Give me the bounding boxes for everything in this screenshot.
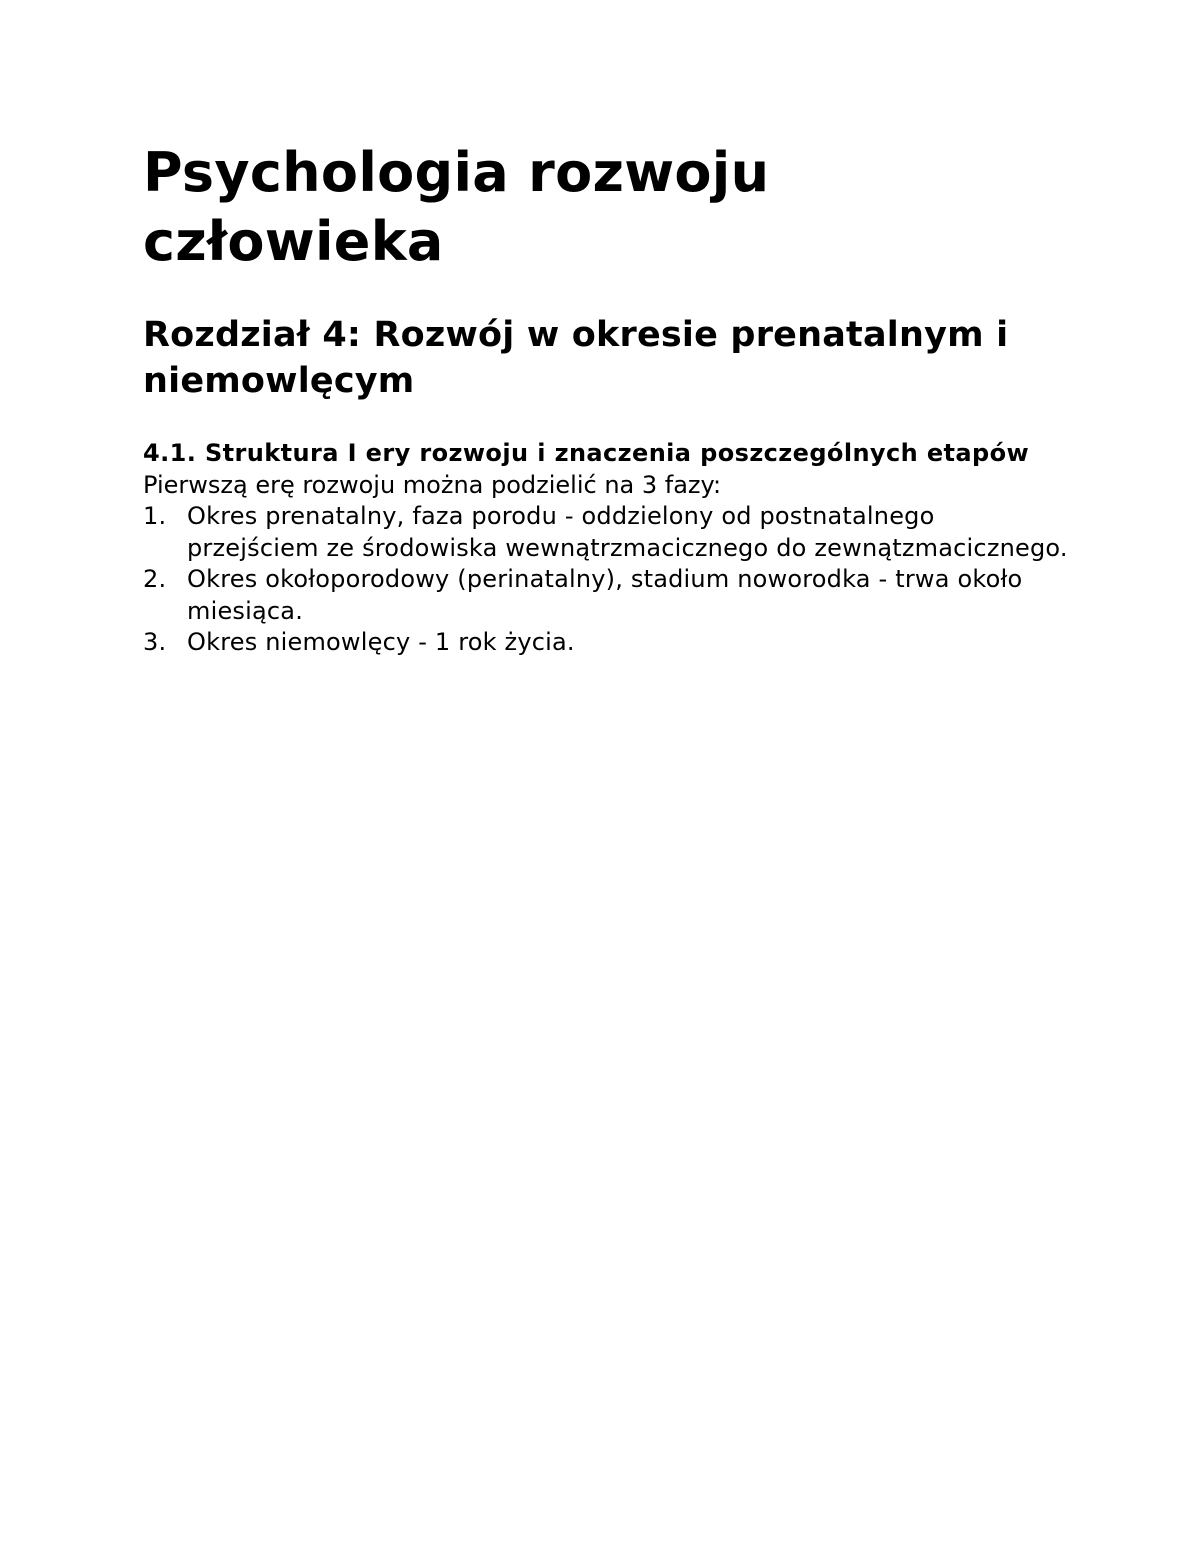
document-title: Psychologia rozwoju człowieka — [143, 141, 770, 273]
list-item-number: 3. — [143, 628, 167, 656]
list-item-text: Okres niemowlęcy - 1 rok życia. — [187, 628, 575, 656]
section-title: 4.1. Struktura I ery rozwoju i znaczenia poszczególnych etapów — [143, 439, 1030, 467]
list-item-number: 1. — [143, 502, 167, 530]
list-item-text: Okres prenatalny, faza porodu - oddzielony od postnatalnego przejściem ze środowiska wewnątrzmacicznego do zewnątzmacicznego. — [187, 502, 1068, 562]
list-item-number: 2. — [143, 565, 167, 593]
intro-paragraph: Pierwszą erę rozwoju można podzielić na 3 fazy: — [143, 471, 722, 499]
list-item-text: Okres okołoporodowy (perinatalny), stadium noworodka - trwa około miesiąca. — [187, 565, 1023, 625]
document-content — [143, 138, 1073, 659]
list-item — [143, 501, 1073, 564]
chapter-title: Rozdział 4: Rozwój w okresie prenatalnym i niemowlęcym — [143, 315, 1009, 401]
list-item — [143, 564, 1073, 627]
phase-list — [143, 501, 1073, 659]
list-item — [143, 627, 1073, 659]
